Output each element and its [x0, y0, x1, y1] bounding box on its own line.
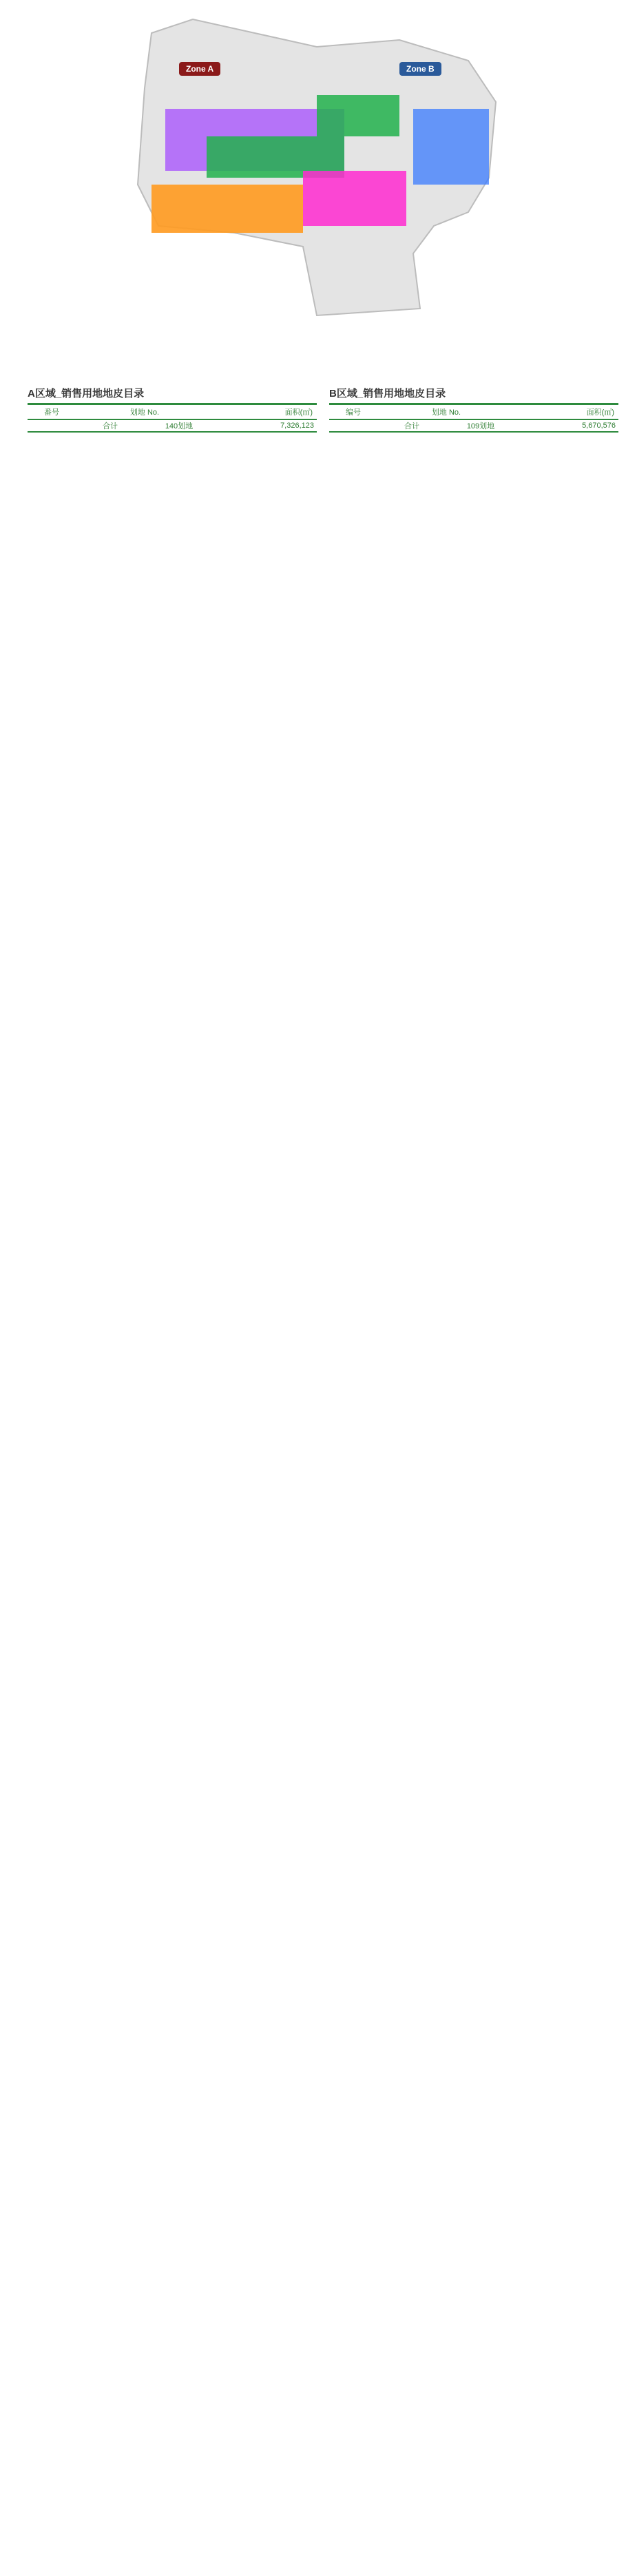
zone-b-lot-table [329, 384, 618, 433]
zone-a-total-area: 7,326,123 [213, 419, 317, 432]
zone-b-total-label: 合计 [377, 419, 446, 432]
zone-a-total-label: 合计 [76, 419, 145, 432]
zone-a-badge: Zone A [179, 62, 220, 76]
zone-b-col-lot: 划地 No. [377, 405, 515, 419]
zone-a-table-title: A区域_销售用地地皮目录 [28, 384, 317, 405]
zone-b-table-title: B区域_销售用地地皮目录 [329, 384, 618, 405]
zone-a-col-lot: 划地 No. [76, 405, 213, 419]
zone-b-total-area: 5,670,576 [515, 419, 618, 432]
site-plan-drawing [110, 6, 523, 322]
zone-b-total-count: 109划地 [446, 419, 515, 432]
zone-a-total-row [28, 419, 317, 432]
zone-a-col-area: 面积(㎡) [213, 405, 317, 419]
zone-a-total-count: 140划地 [145, 419, 213, 432]
zone-b-badge: Zone B [399, 62, 441, 76]
zone-a-header-row [28, 405, 317, 419]
zone-a-lot-table [28, 384, 317, 433]
zone-b-total-row [329, 419, 618, 432]
zone-b-header-row [329, 405, 618, 419]
zone-b-col-index: 编号 [329, 405, 377, 419]
site-plan-map [110, 6, 523, 322]
zone-b-col-area: 面积(㎡) [515, 405, 618, 419]
zone-a-col-index: 番号 [28, 405, 76, 419]
